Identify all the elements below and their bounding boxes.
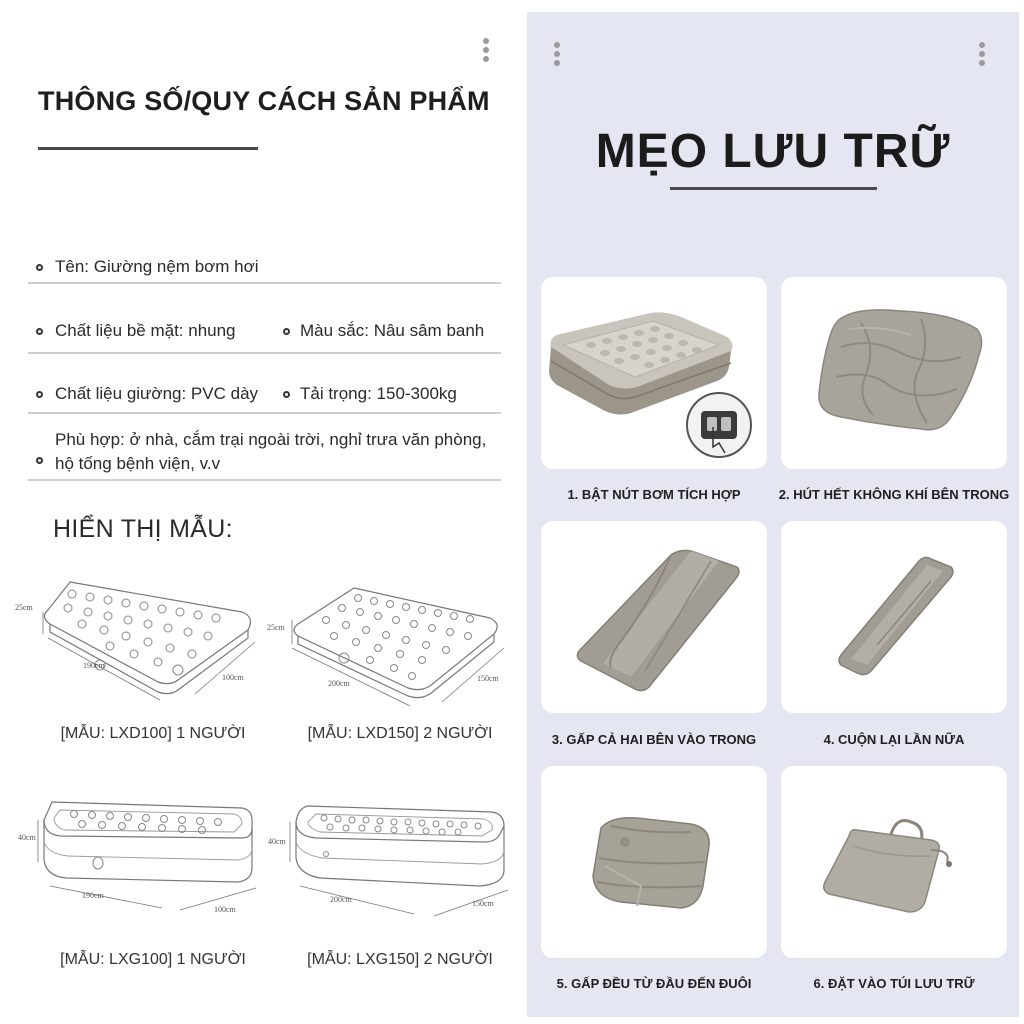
bullet-icon <box>36 264 43 271</box>
spec-material: Chất liệu giường: PVC dày <box>55 384 259 403</box>
specs-title: THÔNG SỐ/QUY CÁCH SẢN PHẨM <box>38 86 490 116</box>
bed-diagram-lxg100 <box>12 790 262 930</box>
svg-text:190cm: 190cm <box>83 661 105 670</box>
model-caption: [MẪU: LXD150] 2 NGƯỜI <box>307 725 493 742</box>
bullet-icon <box>36 328 43 335</box>
svg-text:150cm: 150cm <box>477 674 499 683</box>
more-options-icon[interactable] <box>979 42 985 69</box>
svg-text:100cm: 100cm <box>214 905 236 914</box>
title-underline <box>38 147 258 150</box>
step-label-1: 1. BẬT NÚT BƠM TÍCH HỢP <box>567 487 741 502</box>
bullet-icon <box>36 391 43 398</box>
bullet-icon <box>283 391 290 398</box>
svg-text:100cm: 100cm <box>222 673 244 682</box>
svg-text:25cm: 25cm <box>267 623 285 632</box>
title-underline <box>670 187 877 190</box>
bed-diagram-lxd100 <box>10 572 260 702</box>
spec-surface: Chất liệu bề mặt: nhung <box>55 321 236 340</box>
step-card-4 <box>781 521 1007 713</box>
bullet-icon <box>36 457 43 464</box>
divider <box>28 352 501 354</box>
step-card-6 <box>781 766 1007 958</box>
svg-text:150cm: 150cm <box>472 899 494 908</box>
storage-tips-panel <box>527 12 1019 1017</box>
samples-title: HIỂN THỊ MẪU: <box>53 515 233 543</box>
divider <box>28 282 501 284</box>
model-caption: [MẪU: LXG100] 1 NGƯỜI <box>60 951 246 968</box>
step-label-2: 2. HÚT HẾT KHÔNG KHÍ BÊN TRONG <box>778 487 1010 502</box>
step-card-3 <box>541 521 767 713</box>
model-caption: [MẪU: LXG150] 2 NGƯỜI <box>307 951 493 968</box>
tips-title: MẸO LƯU TRỮ <box>595 125 951 178</box>
more-options-icon[interactable] <box>554 42 560 69</box>
divider <box>28 479 501 481</box>
spec-load: Tải trọng: 150-300kg <box>300 384 457 403</box>
svg-text:40cm: 40cm <box>268 837 286 846</box>
model-caption: [MẪU: LXD100] 1 NGƯỜI <box>60 725 246 742</box>
folded-bundle-icon <box>541 766 767 958</box>
spec-name: Tên: Giường nệm bơm hơi <box>55 257 259 276</box>
step-label-3: 3. GẤP CẢ HAI BÊN VÀO TRONG <box>551 732 757 747</box>
spec-color: Màu sắc: Nâu sâm banh <box>300 321 485 340</box>
step-label-6: 6. ĐẶT VÀO TÚI LƯU TRỮ <box>813 976 975 991</box>
step-card-5 <box>541 766 767 958</box>
bullet-icon <box>283 328 290 335</box>
more-options-icon[interactable] <box>483 38 489 65</box>
storage-bag-icon <box>781 766 1007 958</box>
svg-text:25cm: 25cm <box>15 603 33 612</box>
inflated-bed-with-pump-button-icon <box>541 277 767 469</box>
step-card-2 <box>781 277 1007 469</box>
folded-sides-icon <box>541 521 767 713</box>
spec-suitable: Phù hợp: ở nhà, cắm trại ngoài trời, nghỉ trưa văn phòng, hộ tống bệnh viện, v.v <box>55 430 487 473</box>
svg-text:200cm: 200cm <box>328 679 350 688</box>
step-label-5: 5. GẤP ĐỀU TỪ ĐẦU ĐẾN ĐUÔI <box>556 976 752 991</box>
bed-diagram-lxd150 <box>262 578 512 708</box>
step-label-4: 4. CUỘN LẠI LẦN NỮA <box>823 732 965 747</box>
svg-text:40cm: 40cm <box>18 833 36 842</box>
bed-diagram-lxg150 <box>264 792 514 932</box>
step-card-1 <box>541 277 767 469</box>
svg-text:200cm: 200cm <box>330 895 352 904</box>
divider <box>28 412 501 414</box>
svg-text:190cm: 190cm <box>82 891 104 900</box>
deflated-mattress-icon <box>781 277 1007 469</box>
narrow-folded-strip-icon <box>781 521 1007 713</box>
